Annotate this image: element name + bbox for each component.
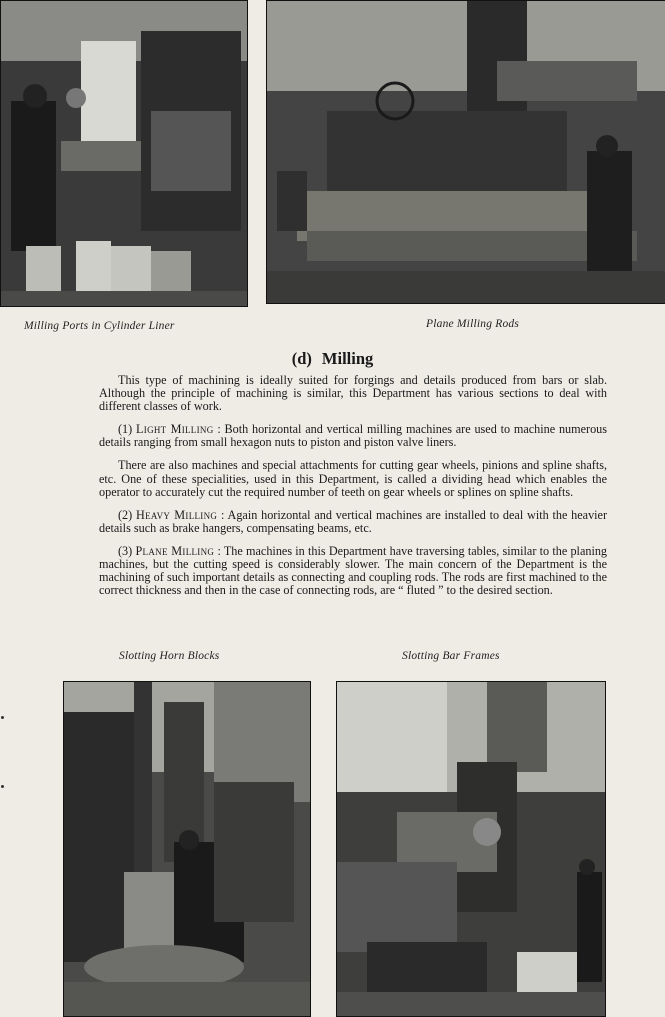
caption-plane-milling-rods: Plane Milling Rods: [426, 318, 520, 330]
item-heading: Light Milling: [136, 422, 214, 437]
caption-slotting-bar-frames: Slotting Bar Frames: [402, 650, 500, 662]
paragraph-heavy-milling: [99, 509, 607, 535]
caption-slotting-horn-blocks: Slotting Horn Blocks: [119, 650, 220, 662]
item-text: : The machines in this Department have traversing tables, similar to the planing machines, but the cutting speed is considerably slower. The main concern of the Department is the machining of such important details as connecting and coupling rods. The rods are first machined to the correct thickness and then in the case of connecting rods, are “ fluted ” to the desired section.: [99, 543, 608, 598]
body-text: [99, 374, 607, 607]
item-text: : Again horizontal and vertical machines are installed to deal with the heavier details such as brake hangers, compensating beams, etc.: [99, 507, 608, 535]
paragraph-attachments: There are also machines and special attachments for cutting gear wheels, pinions and spline shafts, etc. One of these specialities, used in this Department, is called a dividing head which enables the operator to accurately cut the required number of teeth on gear wheels or splines on spline shafts.: [99, 458, 607, 499]
item-heading: Heavy Milling: [136, 507, 218, 522]
item-number: (2): [118, 507, 133, 522]
paragraph-light-milling: [99, 423, 607, 449]
photo-plane-milling-rods: [266, 0, 665, 304]
item-heading: Plane Milling: [135, 543, 215, 558]
photo-slotting-horn-blocks: [63, 681, 311, 1017]
photo-milling-ports: [0, 0, 248, 307]
caption-milling-ports: Milling Ports in Cylinder Liner: [24, 320, 175, 332]
section-number: (d): [291, 349, 312, 368]
section-heading: [0, 349, 665, 369]
item-number: (1): [118, 422, 133, 437]
paragraph-plane-milling: [99, 545, 607, 597]
item-number: (3): [118, 543, 133, 558]
margin-mark: [1, 785, 4, 788]
item-text: : Both horizontal and vertical milling machines are used to machine numerous details ranging from small hexagon nuts to piston and piston valve liners.: [99, 422, 608, 450]
section-title: Milling: [321, 349, 374, 368]
photo-slotting-bar-frames: [336, 681, 606, 1017]
paragraph-intro: This type of machining is ideally suited for forgings and details produced from bars or slab. Although the principle of machining is similar, this Department has various sections to deal with different classes of work.: [99, 373, 607, 414]
margin-mark: [1, 716, 4, 719]
